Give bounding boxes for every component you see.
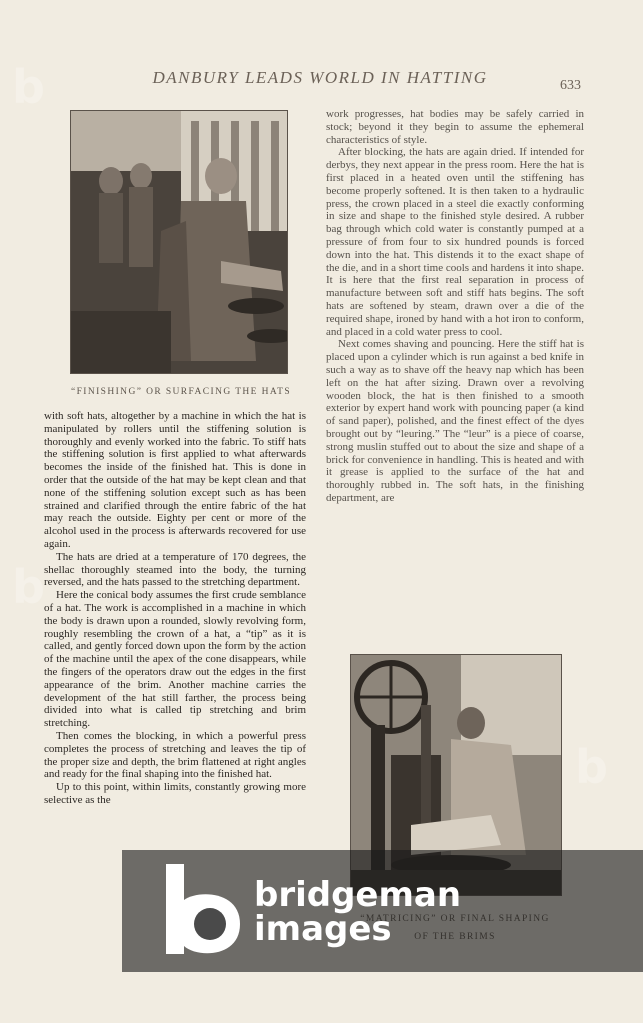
paragraph: Then comes the blocking, in which a powerful press completes the process of stretching and leaves the tip of the proper size and depth, the brim flattened at right angles and ready for the final shaping into the finished hat.	[44, 729, 306, 781]
paragraph: with soft hats, altogether by a machine in which the hat is manipulated by rollers until the stiffening solution is thoroughly and evenly worked into the fabric. To stiff hats the stiffening solution is first applied to what afterwards becomes the inside of the finished hat. This is done in order that the outside of the hat may be kept clean and that none of the stiffening solution except such as has been strained and clarified through the entire fabric of the hat may reach the outside. Eighty per cent or more of the alcohol used in the process is afterwards recovered for use again.	[44, 410, 306, 550]
paragraph: Up to this point, within limits, constantly growing more selective as the	[44, 781, 306, 806]
finishing-caption: “FINISHING” OR SURFACING THE HATS	[70, 387, 292, 397]
page-number: 633	[560, 78, 581, 93]
running-title: DANBURY LEADS WORLD IN HATTING	[152, 68, 488, 87]
watermark-line: images	[254, 909, 392, 949]
right-text-column	[326, 108, 584, 628]
paragraph: After blocking, the hats are again dried. If intended for derbys, they next appear in the press room. Here the hat is first placed in a heated oven until the stiffening has become properly softened. It is then taken to a hydraulic press, the crown placed in a steel die exactly conforming in size and shape to the finished style desired. A rubber bag through which cold water is constantly pumped at a pressure of from four to six hundred pounds is forced down into the hat. This distends it to the exact shape of the die, and in a short time cools and hardens it into shape. It is here that the first real separation in process of manufacture between soft and stiff hats begins. The soft hats are softened by steam, drawn over a die of the required shape, ironed by hand with a hot iron to conform, and placed in a cold water press to cool.	[326, 146, 584, 338]
watermark-band	[122, 850, 643, 972]
paragraph: Here the conical body assumes the first crude semblance of a hat. The work is accomplished in a machine in which the body is drawn upon a rounded, slowly revolving form, roughly resembling the crown of a hat, a “tip” as it is called, and gently forced down upon the form by the action of the machine until the apex of the cone disappears, while the fingers of the operators draw out the edges in the first appearance of the brim. Another machine carries the development of the hat still farther, the process being divided into what is called tip stretching and brim stretching.	[44, 589, 306, 730]
paragraph: Next comes shaving and pouncing. Here the stiff hat is placed upon a cylinder which is run against a bed knife in such a way as to shave off the heavy nap which has been left on the hat after sizing. Drawn over a revolving wooden block, the hat is then finished to a smooth exterior by expert hand work with pouncing paper (a kind of sand paper), polished, and the finest effect of the dyes brought out by “leuring.” The “leur” is a piece of coarse, strong muslin stuffed out to about the size and shape of a brick for convenience in handling. This is heated and with it grease is applied to the surface of the hat and thoroughly rubbed in. The soft hats, in the finishing department, are	[326, 338, 584, 504]
bridgeman-logo-icon	[152, 860, 252, 960]
watermark-ghost-logo: b	[575, 740, 608, 794]
finishing-photo	[70, 110, 288, 374]
paragraph: work progresses, hat bodies may be safely carried in stock; beyond it they begin to assume the ephemeral characteristics of style.	[326, 108, 584, 146]
watermark-wordmark	[254, 875, 462, 949]
watermark-line: bridgeman	[254, 875, 462, 915]
finishing-photo-image	[71, 111, 287, 373]
watermark-ghost-logo: b	[12, 560, 45, 614]
paragraph: The hats are dried at a temperature of 170 degrees, the shellac thoroughly steamed into the body, the turning reversed, and the hats passed to the stretching department.	[44, 550, 306, 589]
watermark-ghost-logo: b	[12, 60, 45, 114]
